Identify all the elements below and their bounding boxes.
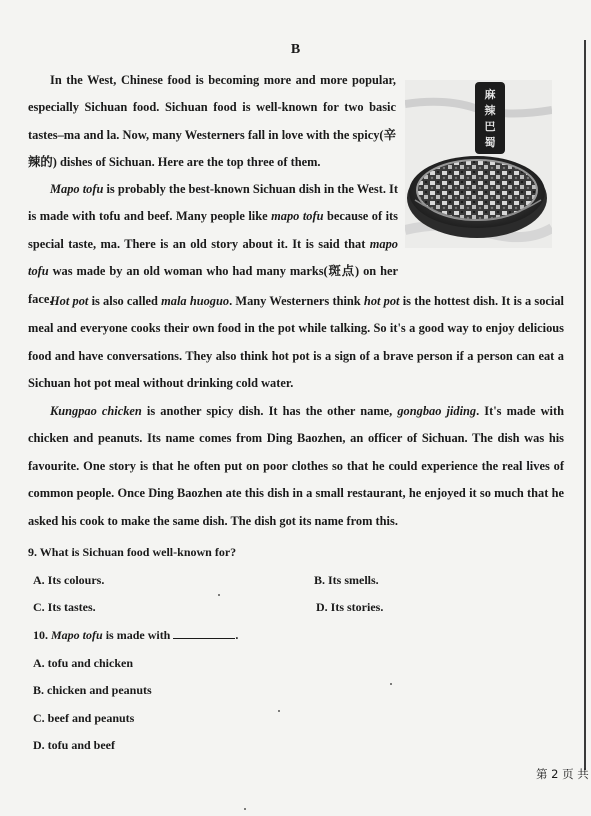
scan-speck [390,683,392,685]
question-9-stem: 9. What is Sichuan food well-known for? [28,545,237,559]
answer-blank[interactable] [173,628,235,639]
page-edge-line [584,40,586,770]
term-gongbao-jiding: gongbao jiding [397,404,477,418]
question-text: is made with [102,628,171,642]
term-mapo-tofu: Mapo tofu [51,628,103,642]
paragraph-kungpao-chicken [28,398,564,535]
question-10-stem [33,628,238,643]
term-hot-pot: hot pot [363,294,400,308]
paragraph-text: is also called [88,294,162,308]
term-hot-pot: Hot pot [50,294,89,308]
paragraph-text: . It's made with chicken and peanuts. Its name comes from Ding Baozhen, an officer of Sichuan. The dish was his favourite. One story is that he often put on poor clothes so that he could experience the real lives of common people. Once Ding Baozhen ate this dish in a small restaurant, he enjoyed it so much that he asked his cook to make the same dish. The dish got its name from this. [28,404,564,528]
term-mapo-tofu: mapo tofu [28,236,398,279]
paragraph-text: . Many Westerners think [229,294,364,308]
question-10-option-b[interactable]: B. chicken and peanuts [33,683,152,697]
paragraph-hot-pot [28,288,564,398]
paragraph-text: is the hottest dish. It is a social meal and everyone cooks their own food in the pot while talking. So it's a good way to enjoy delicious food and have conversations. They also think hot pot is a sign of a brave person if a person can eat a Sichuan hot pot meal without drinking cold water. [28,294,565,391]
term-mapo-tofu: Mapo tofu [50,182,104,196]
svg-text:蜀: 蜀 [484,136,496,149]
svg-text:辣: 辣 [484,104,496,117]
term-mapo-tofu: mapo tofu [271,209,324,224]
question-9-option-c[interactable]: C. Its tastes. [33,600,96,614]
paragraph-text: was made by an old woman who had many marks(斑点) on her face. [28,264,398,306]
page-number: 第 2 页 共 [536,767,589,781]
question-10-option-c[interactable]: C. beef and peanuts [33,711,135,725]
paragraph-text: is probably the best-known Sichuan dish in the West. It is made with tofu and beef. Many people like [28,182,399,224]
scan-speck [218,594,220,596]
paragraph-text: is another spicy dish. It has the other name, [141,404,398,418]
svg-text:巴: 巴 [484,120,496,133]
svg-text:麻: 麻 [484,88,496,101]
paragraph-intro [28,67,396,177]
scan-speck [278,710,280,712]
mapo-tofu-bowl-illustration [405,80,552,248]
question-9-option-b[interactable]: B. Its smells. [314,573,379,587]
question-10-option-d[interactable]: D. tofu and beef [33,738,116,752]
paragraph-text: because of its special taste, ma. There is an old story about it. It is said that [28,209,398,251]
section-heading: B [290,42,301,57]
paragraph-intro-text: In the West, Chinese food is becoming more and more popular, especially Sichuan food. Sichuan food is well-known for two basic tastes–ma and la. Now, many Westerners fall in love with the spicy(辛辣的) dishes of Sichuan. Here are the top three of them. [28,73,396,170]
question-9-option-d[interactable]: D. Its stories. [316,600,384,614]
question-9-option-a[interactable]: A. Its colours. [33,573,105,587]
scan-speck [244,808,246,810]
term-mala-huoguo: mala huoguo [161,294,230,308]
term-kungpao-chicken: Kungpao chicken [50,404,142,418]
question-number: 10. [33,628,51,642]
question-10-option-a[interactable]: A. tofu and chicken [33,656,134,670]
question-end: . [235,628,239,642]
